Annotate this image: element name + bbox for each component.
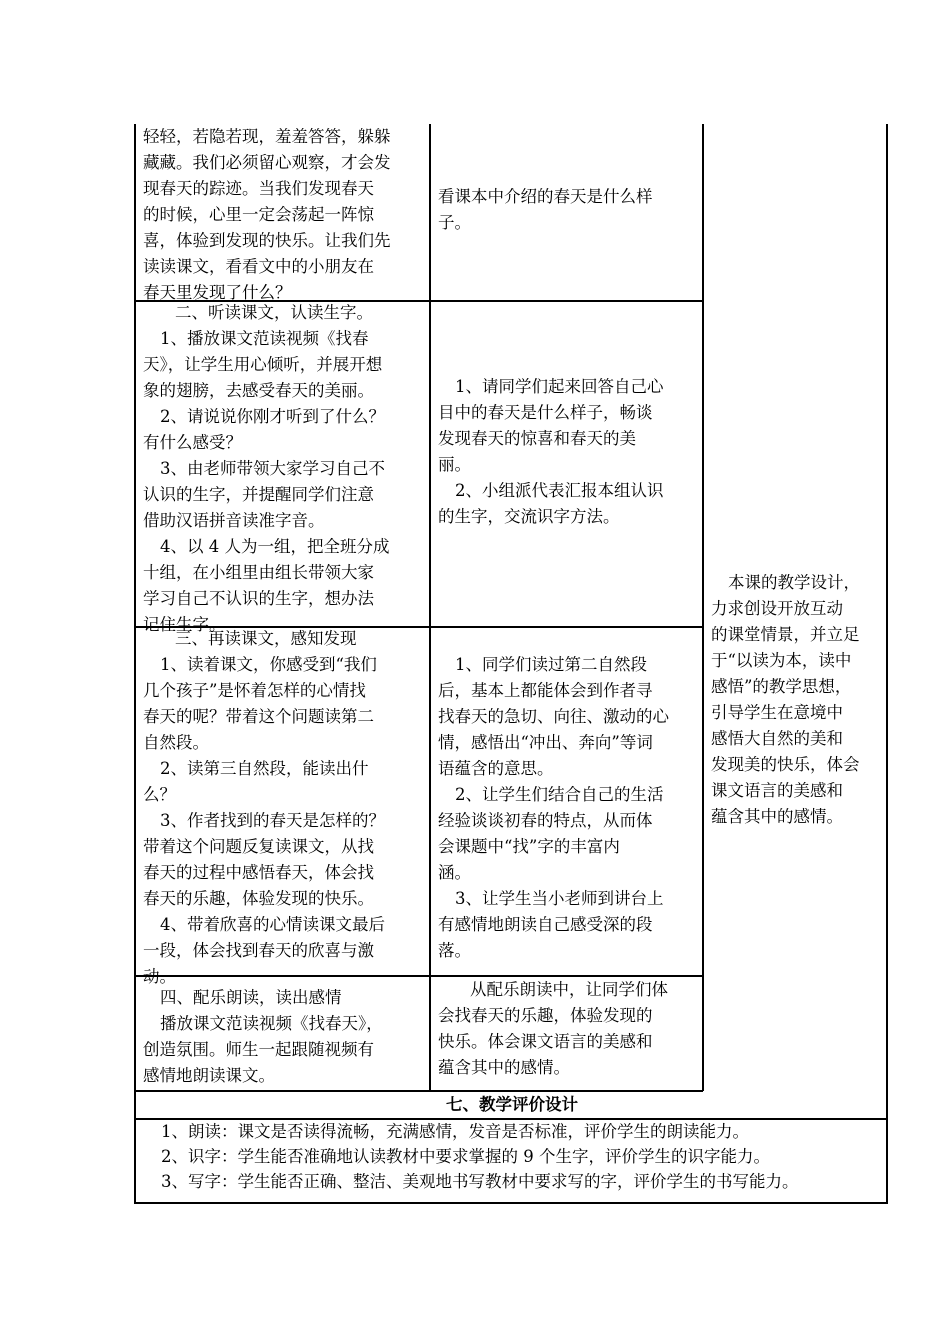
table-border-bottom	[134, 1202, 887, 1204]
text-line: 带着这个问题反复读课文，从找	[143, 837, 374, 856]
text-line: 认识的生字，并提醒同学们注意	[143, 485, 374, 504]
text-line: 春天的过程中感悟春天，体会找	[143, 863, 374, 882]
text-line: 天》，让学生用心倾听，并展开想	[143, 355, 383, 374]
text-line: 有感情地朗读自己感受深的段	[438, 915, 653, 934]
text-line: 播放课文范读视频《找春天》，	[160, 1014, 383, 1033]
row-divider-4	[134, 1090, 703, 1092]
student-activity-cell-4	[438, 977, 668, 1081]
text-line: 于“以读为本，读中	[711, 651, 852, 670]
text-line: 语蕴含的意思。	[438, 759, 554, 778]
text-line: 2、请说说你刚才听到了什么？	[160, 407, 385, 426]
text-line: 的时候，心里一定会荡起一阵惊	[143, 205, 374, 224]
evaluation-item-writing: 3、写字：学生能否正确、整洁、美观地书写教材中要求写的字，评价学生的书写能力。	[161, 1172, 799, 1191]
text-line: 感悟”的教学思想，	[711, 677, 852, 696]
text-line: 3、让学生当小老师到讲台上	[455, 889, 664, 908]
text-line: 有什么感受？	[143, 433, 242, 452]
text-line: 么？	[143, 785, 176, 804]
text-line: 引导学生在意境中	[711, 703, 843, 722]
text-line: 感悟大自然的美和	[711, 729, 843, 748]
teacher-activity-cell-2	[143, 300, 390, 638]
text-line: 4、以 4 人为一组，把全班分成	[160, 537, 390, 556]
text-line: 发现美的快乐，体会	[711, 755, 860, 774]
text-line: 情，感悟出“冲出、奔向”等词	[438, 733, 653, 752]
text-line: 动。	[143, 967, 176, 986]
text-line: 涵。	[438, 863, 471, 882]
text-line: 2、让学生们结合自己的生活	[455, 785, 664, 804]
text-line: 读读课文，看看文中的小朋友在	[143, 257, 374, 276]
table-border-right	[886, 124, 888, 1204]
text-line: 喜，体验到发现的快乐。让我们先	[143, 231, 391, 250]
student-activity-cell-3	[438, 652, 669, 964]
text-line: 一段，体会找到春天的欣喜与激	[143, 941, 374, 960]
text-line: 本课的教学设计，	[728, 573, 860, 592]
text-line: 的课堂情景，并立足	[711, 625, 860, 644]
text-line: 找春天的急切、向往、激动的心	[438, 707, 669, 726]
text-line: 借助汉语拼音读准字音。	[143, 511, 325, 530]
text-line: 学习自己不认识的生字，想办法	[143, 589, 374, 608]
text-line: 春天的乐趣，体验发现的快乐。	[143, 889, 374, 908]
text-line: 1、请同学们起来回答自己心	[455, 377, 664, 396]
evaluation-section-title: 七、教学评价设计	[446, 1095, 578, 1114]
section-heading: 三、再读课文，感知发现	[175, 629, 357, 648]
text-line: 会找春天的乐趣，体验发现的	[438, 1006, 653, 1025]
text-line: 轻轻，若隐若现，羞羞答答，躲躲	[143, 127, 391, 146]
text-line: 后，基本上都能体会到作者寻	[438, 681, 653, 700]
text-line: 从配乐朗读中，让同学们体	[470, 980, 668, 999]
text-line: 的生字，交流识字方法。	[438, 507, 620, 526]
text-line: 十组，在小组里由组长带领大家	[143, 563, 374, 582]
text-line: 3、由老师带领大家学习自己不	[160, 459, 385, 478]
text-line: 1、读着课文，你感受到“我们	[160, 655, 377, 674]
table-divider-col1	[429, 124, 431, 1091]
text-line: 2、小组派代表汇报本组认识	[455, 481, 664, 500]
text-line: 象的翅膀，去感受春天的美丽。	[143, 381, 374, 400]
text-line: 记住生字。	[143, 615, 226, 634]
text-line: 目中的春天是什么样子，畅谈	[438, 403, 653, 422]
text-line: 春天的呢？带着这个问题读第二	[143, 707, 374, 726]
text-line: 创造氛围。师生一起跟随视频有	[143, 1040, 374, 1059]
text-line: 落。	[438, 941, 471, 960]
text-line: 蕴含其中的感情。	[438, 1058, 570, 1077]
section-heading: 四、配乐朗读，读出感情	[160, 988, 342, 1007]
text-line: 快乐。体会课文语言的美感和	[438, 1032, 653, 1051]
text-line: 力求创设开放互动	[711, 599, 843, 618]
text-line: 蕴含其中的感情。	[711, 807, 843, 826]
evaluation-list	[143, 1119, 799, 1194]
text-line: 现春天的踪迹。当我们发现春天	[143, 179, 374, 198]
text-line: 发现春天的惊喜和春天的美	[438, 429, 636, 448]
table-divider-col2	[702, 124, 704, 1091]
section-heading: 二、听读课文，认读生字。	[175, 303, 373, 322]
text-line: 几个孩子”是怀着怎样的心情找	[143, 681, 366, 700]
text-line: 3、作者找到的春天是怎样的？	[160, 811, 385, 830]
text-line: 感情地朗读课文。	[143, 1066, 275, 1085]
design-intent-cell	[711, 570, 860, 830]
table-border-left	[134, 124, 136, 1204]
text-line: 春天里发现了什么？	[143, 283, 292, 302]
evaluation-item-literacy: 2、识字：学生能否准确地认读教材中要求掌握的 9 个生字，评价学生的识字能力。	[161, 1147, 770, 1166]
text-line: 1、同学们读过第二自然段	[455, 655, 647, 674]
text-line: 课文语言的美感和	[711, 781, 843, 800]
text-line: 2、读第三自然段，能读出什	[160, 759, 369, 778]
text-line: 1、播放课文范读视频《找春	[160, 329, 369, 348]
text-line: 子。	[438, 213, 471, 232]
text-line: 经验谈谈初春的特点，从而体	[438, 811, 653, 830]
evaluation-item-reading: 1、朗读：课文是否读得流畅，充满感情，发音是否标准，评价学生的朗读能力。	[161, 1122, 749, 1141]
student-activity-cell-1	[438, 184, 653, 236]
text-line: 看课本中介绍的春天是什么样	[438, 187, 653, 206]
teacher-activity-cell-3	[143, 626, 385, 990]
text-line: 4、带着欣喜的心情读课文最后	[160, 915, 385, 934]
teacher-activity-cell-4	[143, 985, 383, 1089]
student-activity-cell-2	[438, 374, 664, 530]
text-line: 藏藏。我们必须留心观察，才会发	[143, 153, 391, 172]
text-line: 自然段。	[143, 733, 209, 752]
text-line: 会课题中“找”字的丰富内	[438, 837, 620, 856]
teacher-activity-cell-1	[143, 124, 391, 306]
text-line: 丽。	[438, 455, 471, 474]
